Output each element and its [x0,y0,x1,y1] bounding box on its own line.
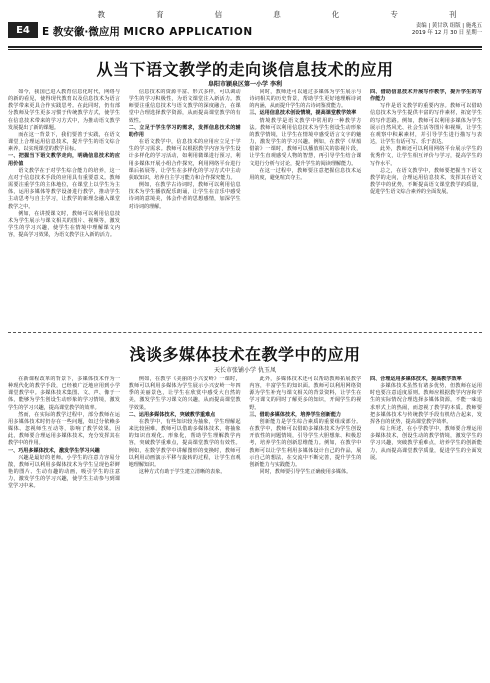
paragraph: 多媒体技术虽然有诸多优势，但教师在运用时也要注意适度原则。教师应根据教学内容和学生的实际情况合理选择多媒体资源，不能一味追求形式上的热闹，而忽视了教学的本质。教师要把多媒体技术与传统教学手段有机结合起来，发挥各自的优势，提高课堂教学效率。 [369,383,482,425]
header-rule-thin [8,49,482,50]
paragraph: 而在这一背景下，我们要善于实践，在语文课堂上合理运用信息技术，提升学生的语文综合素养，以实现课堂的教学目标。 [8,131,120,153]
section-heading: 三、借助多媒体技术，培养学生创新能力 [249,411,342,418]
edition-title [42,24,253,39]
paragraph: 语文教学在于对学生综合能力的培养，这一点对于信息技术手段的应用具有重要意义。教师需要注重学生的主体地位，在课堂上以学生为主体，运用多媒体等教学设备进行教学，推动学生主动思考与自主学习，让教学的新理念融入课堂教学之中。 [8,167,120,210]
paragraph: 写作是语文教学的重要内容。教师可以借助信息技术为学生提供丰富的写作素材，拓宽学生的写作思路。例如，教师可以利用多媒体为学生展示自然风光、社会生活等图片和视频，让学生在观察中积累素材，并引导学生进行描写与表达，让学生有话可写、乐于表达。 [369,103,482,146]
article2-body [8,376,482,676]
paragraph: 如今，我国已进入教育信息化时代，网络与的新的看见，使得现代教育以及信息技术为语言教学带来更具合作实践思考。在此同时，仍有部分教师及学生更多习惯于传统教学方式，使学生在信息技术带来的学习方式中，为推动语文教学发展提出了新的课题。 [8,89,120,131]
text-column [370,89,482,327]
paragraph: 这种方式有助于学生建立清晰的表象。 [138,469,226,476]
text-column [129,376,241,676]
paragraph: 创新能力是学生综合素质的重要组成部分。在教学中，教师可以借助多媒体技术为学生创设开放性的问题情境，引导学生大胆想象、积极思考，培养学生的创新思维能力。例如，在教学中教师可以让学生利用多媒体设计自己的作品，展示自己的想法，在交流中不断完善，提升学生的创新能力与实践能力。 [249,418,362,468]
page-header [8,4,482,44]
paragraph: 然而，在实际的教学过程中，部分教师在运用多媒体技术时仍存在一些问题，如过分依赖多媒体、忽视师生互动等，影响了教学效果。因此，教师要合理运用多媒体技术，充分发挥其在教学中的作用。 [8,411,120,447]
section-heading: 四、借助信息技术开展写作教学，提升学生的写作能力 [369,89,482,103]
text-column [129,89,241,327]
paragraph: 信息技术的资源丰富、形式多样，可以调动学生的学习积极性，为语文课堂注入新活力。教师要注重信息技术与语文教学的深度融合，在课堂中合理选择教学资源，从而提高课堂教学的有效性。 [128,89,241,124]
text-column [249,376,361,676]
text-column [249,89,361,327]
header-rule [8,46,482,48]
brand-char: 刊 [448,10,457,19]
article1-title: 从当下语文教学的走向谈信息技术的应用 [96,60,394,79]
paragraph: 在这一过程中，教师要注意把握信息技术运用的度，避免喧宾夺主。 [249,167,362,181]
paragraph: 在新课程改革的背景下，多媒体技术作为一种现代化的教学手段，已经被广泛地应用到小学课堂教学中。多媒体技术集图、文、声、像于一体，能够为学生创设生动形象的学习情境，激发学生的学习兴趣，提高课堂教学的效率。 [8,376,120,411]
text-column [370,376,482,676]
edition-meta [412,23,482,37]
article1-body [8,89,482,327]
section-heading: 一、巧用多媒体技术，激发学生学习兴趣 [8,447,100,454]
brand-char: 息 [273,10,281,19]
section-heading: 一、把握当下语文教学走向，明确信息技术的应用价值 [8,153,120,167]
section-heading: 四、合理运用多媒体技术，提高教学效率 [369,376,462,382]
paragraph: 总之，在语文教学中，教师要把握当下语文教学的走向，合理运用信息技术，发挥其在语文教学中的优势，不断提高语文课堂教学的质量，促进学生语文综合素养的全面发展。 [369,167,482,196]
article1-byline: 阜阳市颍泉区第一小学 李利 [207,81,283,88]
section-heading: 三、运用信息技术创设情境，提高课堂教学效率 [249,110,357,117]
text-column [8,89,120,327]
paragraph: 兴趣是最好的老师。小学生的注意力容易分散，教师可以利用多媒体技术为学生呈现色彩鲜艳的图片、生动有趣的动画，吸引学生的注意力，激发学生的学习兴趣，使学生主动参与到课堂学习中来。 [8,454,120,490]
article2-byline: 天长市张铺小学 仇玉凤 [214,367,276,374]
paragraph: 综上所述，在小学教学中，教师要合理运用多媒体技术，创设生动的教学情境，激发学生的学习兴趣，突破教学重难点，培养学生的创新能力，从而提高课堂教学质量，促进学生的全面发展。 [369,426,482,461]
supplement-name [72,10,482,19]
edition-code: E4 [8,22,38,38]
brand-char: 专 [390,10,398,19]
brand-char: 信 [214,10,223,19]
paragraph: 同时，教师要引导学生正确使用多媒体。 [259,469,352,476]
text-column [8,376,120,676]
paragraph: 同时，教师还可以通过多媒体为学生展示与诗词相关的历史背景，帮助学生更好地理解诗词的内涵，从而提升学生的古诗词鉴赏能力。 [249,89,362,110]
brand-char: 教 [97,10,106,19]
paragraph: 在教学中，有些知识较为抽象，学生理解起来比较困难。教师可以借助多媒体技术，将抽象的知识直观化、形象化，帮助学生理解教学内容，突破教学重难点，提高课堂教学的有效性。例如，在数学教学中讲解图形的变换时，教师可以利用动画演示平移与旋转的过程，让学生直观地理解知识。 [128,418,241,468]
section-heading: 二、立足于学生学习的需求，发挥信息技术的辅助作用 [128,124,241,138]
brand-char: 化 [331,10,340,19]
brand-char: 育 [156,10,164,19]
paragraph: 此外，教师还可以利用网络平台展示学生的优秀作文，让学生相互评价与学习，提高学生的写作水平。 [369,146,482,167]
edition-title-cn: E 教安徽·微应用 [42,26,120,38]
editor-line: 责编 | 黄甘玖 组版 | 施兆五 [415,23,482,29]
article-divider [8,332,482,333]
section-heading: 二、运用多媒体技术，突破教学重难点 [128,411,216,418]
paragraph: 情境教学是语文教学中常用的一种教学方法。教师可以利用信息技术为学生创设生动形象的教学情境，让学生在情境中感受语言文字的魅力，激发学生的学习兴趣。例如，在教学《草船借箭》一课时，教师可以播放相关的影视片段，让学生直观感受人物的智慧，再引导学生结合课文进行分析与讨论，提升学生的阅读理解能力。 [249,117,362,167]
edition-title-en: MICRO APPLICATION [123,26,253,38]
paragraph: 例如，在教学《美丽的小兴安岭》一课时，教师可以利用多媒体为学生展示小兴安岭一年四季的美丽景色，让学生在欣赏中感受大自然的美，激发学生学习课文的兴趣，从而提高课堂教学效果。 [128,376,241,411]
date-line: 2019 年 12 月 30 日 星期一 [411,30,482,36]
paragraph: 例如，在教学古诗词时，教师可以利用信息技术为学生播放配乐朗诵，让学生在音乐中感受诗词的意境美，体会作者的思想感情，加深学生对诗词的理解。 [128,182,241,210]
paragraph: 此外，多媒体技术还可以帮助教师拓展教学内容，丰富学生的知识面。教师可以利用网络资源为学生补充与课文相关的背景资料，让学生在学习课文的同时了解更多的知识，开阔学生的视野。 [249,376,362,411]
paragraph: 在语文教学中，信息技术的应用应立足于学生的学习需求。教师可以根据教学内容为学生设计多样化的学习活动，如利用微课进行预习，利用多媒体开展小组合作探究，利用网络平台进行课后拓展等，让学生在多样化的学习方式中主动获取知识，培养自主学习能力和合作探究能力。 [128,139,241,181]
paragraph: 例如，在讲授课文时，教师可以利用信息技术为学生展示与课文相关的图片、视频等，激发学生的学习兴趣，使学生在情境中理解课文内容，提高学习效果，为语文教学注入新的活力。 [8,210,120,239]
article2-title: 浅谈多媒体技术在教学中的应用 [129,345,361,364]
